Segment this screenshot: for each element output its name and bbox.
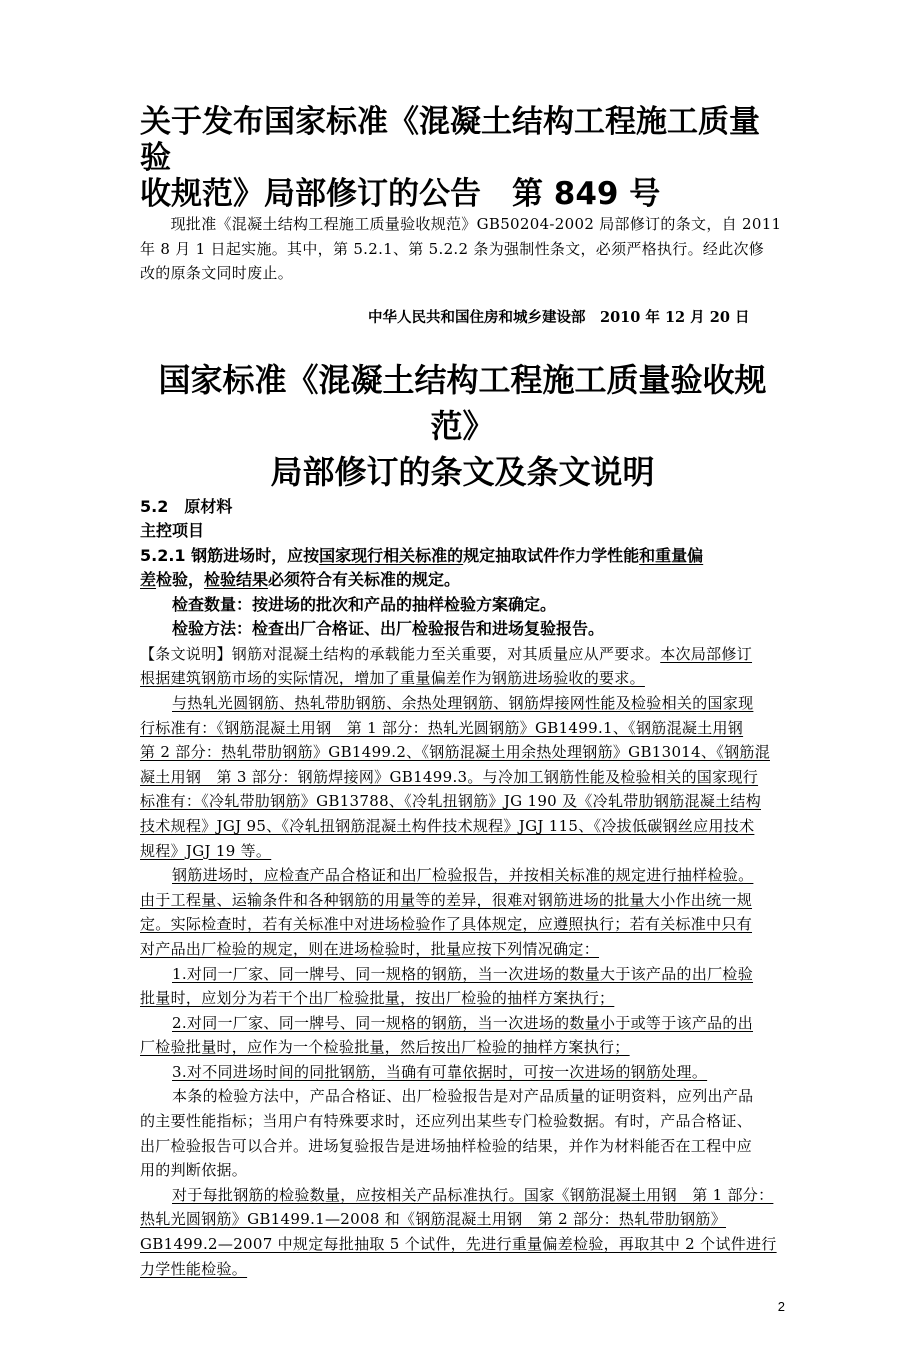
explanation-line: [140, 863, 785, 888]
explanation-line: [140, 1207, 785, 1232]
explanation-line: [140, 912, 785, 937]
explanation-line: [140, 1158, 785, 1183]
explanation-text-underlined: 本次局部修订: [660, 644, 753, 663]
body-line: 现批准《混凝土结构工程施工质量验收规范》GB50204-2002 局部修订的条文，自 2011: [140, 215, 782, 233]
explanation-line: [140, 839, 785, 864]
check-quantity: 检查数量：按进场的批次和产品的抽样检验方案确定。: [172, 594, 557, 614]
explanation-line: [140, 789, 785, 814]
explanation-line: [140, 1183, 785, 1208]
explanation-line: [140, 962, 785, 987]
explanation-line-text: 根据建筑钢筋市场的实际情况，增加了重量偏差作为钢筋进场验收的要求。: [140, 669, 645, 688]
explanation-line: [140, 1035, 785, 1060]
explanation-line: [140, 814, 785, 839]
clause-text-underlined: 检验结果: [204, 570, 269, 590]
clause-text-underlined: 和重量偏: [639, 545, 704, 565]
explanation-first-line: [140, 642, 785, 667]
explanation-line-text: 标准有：《冷轧带肋钢筋》GB13788、《冷轧扭钢筋》JG 190 及《冷轧带肋钢筋混凝土结构: [140, 792, 761, 811]
explanation-line: [140, 691, 785, 716]
clause-line1: [140, 544, 785, 569]
clause-text: 规定抽取试件作力学性能: [463, 545, 640, 565]
page-number: 2: [777, 1299, 785, 1315]
explanation-line-text: 第 2 部分：热轧带肋钢筋》GB1499.2、《钢筋混凝土用余热处理钢筋》GB13014、《钢筋混: [140, 743, 770, 762]
explanation-line: [140, 1011, 785, 1036]
explanation-line-text: 用的判断依据。: [140, 1161, 248, 1180]
explanation-line: [140, 765, 785, 790]
explanation-line: [140, 986, 785, 1011]
clause-text-underlined: 国家现行相关标准的: [319, 545, 464, 565]
explanation-line-text: 热轧光圆钢筋》GB1499.1—2008 和《钢筋混凝土用钢 第 2 部分：热轧带肋钢筋》: [140, 1210, 727, 1229]
announcement-body: [140, 212, 785, 286]
explanation-line-text: 定。实际检查时，若有关标准中对进场检验作了具体规定，应遵照执行；若有关标准中只有: [140, 915, 753, 934]
explanation-text: 【条文说明】钢筋对混凝土结构的承载能力至关重要，对其质量应从严要求。: [140, 644, 661, 663]
explanation-line-text: 2.对同一厂家、同一牌号、同一规格的钢筋，当一次进场的数量小于或等于该产品的出: [172, 1013, 754, 1032]
explanation-line: [140, 1109, 785, 1134]
explanation-line-text: 批量时，应划分为若干个出厂检验批量，按出厂检验的抽样方案执行；: [140, 989, 615, 1008]
title-line: 关于发布国家标准《混凝土结构工程施工质量验: [140, 104, 760, 176]
section-heading: 5.2 原材料: [140, 496, 233, 516]
explanation-line-text: 行标准有：《钢筋混凝土用钢 第 1 部分：热轧光圆钢筋》GB1499.1、《钢筋混凝土用钢: [140, 718, 744, 737]
explanation-line-text: 1.对同一厂家、同一牌号、同一规格的钢筋，当一次进场的数量大于该产品的出厂检验: [172, 964, 754, 983]
explanation-line: [140, 1232, 785, 1257]
explanation-line: [140, 888, 785, 913]
clause-section: [140, 495, 785, 1281]
explanation-line-text: 力学性能检验。: [140, 1259, 248, 1278]
revision-heading-line2: 局部修订的条文及条文说明: [270, 452, 655, 491]
title-line: 收规范》局部修订的公告 第 849 号: [140, 176, 661, 212]
explanation-line: [140, 937, 785, 962]
body-line: 改的原条文同时废止。: [140, 264, 294, 283]
explanation-line-text: 与热轧光圆钢筋、热轧带肋钢筋、余热处理钢筋、钢筋焊接网性能及检验相关的国家现: [172, 693, 754, 712]
explanation-line: [140, 740, 785, 765]
explanation-line-text: 凝土用钢 第 3 部分：钢筋焊接网》GB1499.3。与冷加工钢筋性能及检验相关的国家现行: [140, 767, 759, 786]
explanation-line-text: 3.对不同进场时间的同批钢筋，当确有可靠依据时，可按一次进场的钢筋处理。: [172, 1062, 708, 1081]
clause-text: 必须符合有关标准的规定。: [268, 570, 461, 590]
explanation-line-text: 出厂检验报告可以合并。进场复验报告是进场抽样检验的结果，并作为材料能否在工程中应: [140, 1136, 753, 1155]
explanation-line-text: 本条的检验方法中，产品合格证、出厂检验报告是对产品质量的证明资料，应列出产品: [172, 1087, 754, 1106]
check-method: 检验方法：检查出厂合格证、出厂检验报告和进场复验报告。: [172, 619, 605, 639]
document-page: [140, 0, 785, 1354]
announcement-title: [140, 104, 785, 212]
explanation-body: [140, 666, 785, 1281]
explanation-line-text: 的主要性能指标；当用户有特殊要求时，还应列出某些专门检验数据。有时，产品合格证、: [140, 1112, 753, 1131]
explanation-line: [140, 716, 785, 741]
explanation-line-text: GB1499.2—2007 中规定每批抽取 5 个试件，先进行重量偏差检验，再取其中 2 个试件进行: [140, 1235, 777, 1254]
clause-line2: [140, 568, 785, 593]
explanation-line-text: 钢筋进场时，应检查产品合格证和出厂检验报告，并按相关标准的规定进行抽样检验。: [172, 866, 754, 885]
explanation-line: [140, 1134, 785, 1159]
signature-date: 中华人民共和国住房和城乡建设部 2010 年 12 月 20 日: [368, 308, 750, 326]
subsection-heading: 主控项目: [140, 521, 205, 541]
clause-text: 5.2.1 钢筋进场时，应按: [140, 545, 320, 565]
explanation-line: [140, 1060, 785, 1085]
revision-heading-line1: 国家标准《混凝土结构工程施工质量验收规范》: [158, 360, 767, 445]
explanation-line-text: 对于每批钢筋的检验数量，应按相关产品标准执行。国家《钢筋混凝土用钢 第 1 部分：: [172, 1185, 774, 1204]
explanation-line-text: 规程》JGJ 19 等。: [140, 841, 272, 860]
explanation-line: [140, 1084, 785, 1109]
explanation-line-text: 厂检验批量时，应作为一个检验批量，然后按出厂检验的抽样方案执行；: [140, 1038, 630, 1057]
clause-text: 检验，: [156, 570, 205, 590]
clause-text-underlined: 差: [140, 570, 157, 590]
explanation-line-text: 对产品出厂检验的规定，则在进场检验时，批量应按下列情况确定：: [140, 939, 600, 958]
explanation-line-text: 技术规程》JGJ 95、《冷轧扭钢筋混凝土构件技术规程》JGJ 115、《冷拔低碳钢丝应用技术: [140, 816, 755, 835]
body-line: 年 8 月 1 日起实施。其中，第 5.2.1、第 5.2.2 条为强制性条文，必须严格执行。经此次修: [140, 239, 765, 258]
explanation-line: [140, 666, 785, 691]
explanation-line: [140, 1257, 785, 1282]
explanation-line-text: 由于工程量、运输条件和各种钢筋的用量等的差异，很难对钢筋进场的批量大小作出统一规: [140, 890, 753, 909]
